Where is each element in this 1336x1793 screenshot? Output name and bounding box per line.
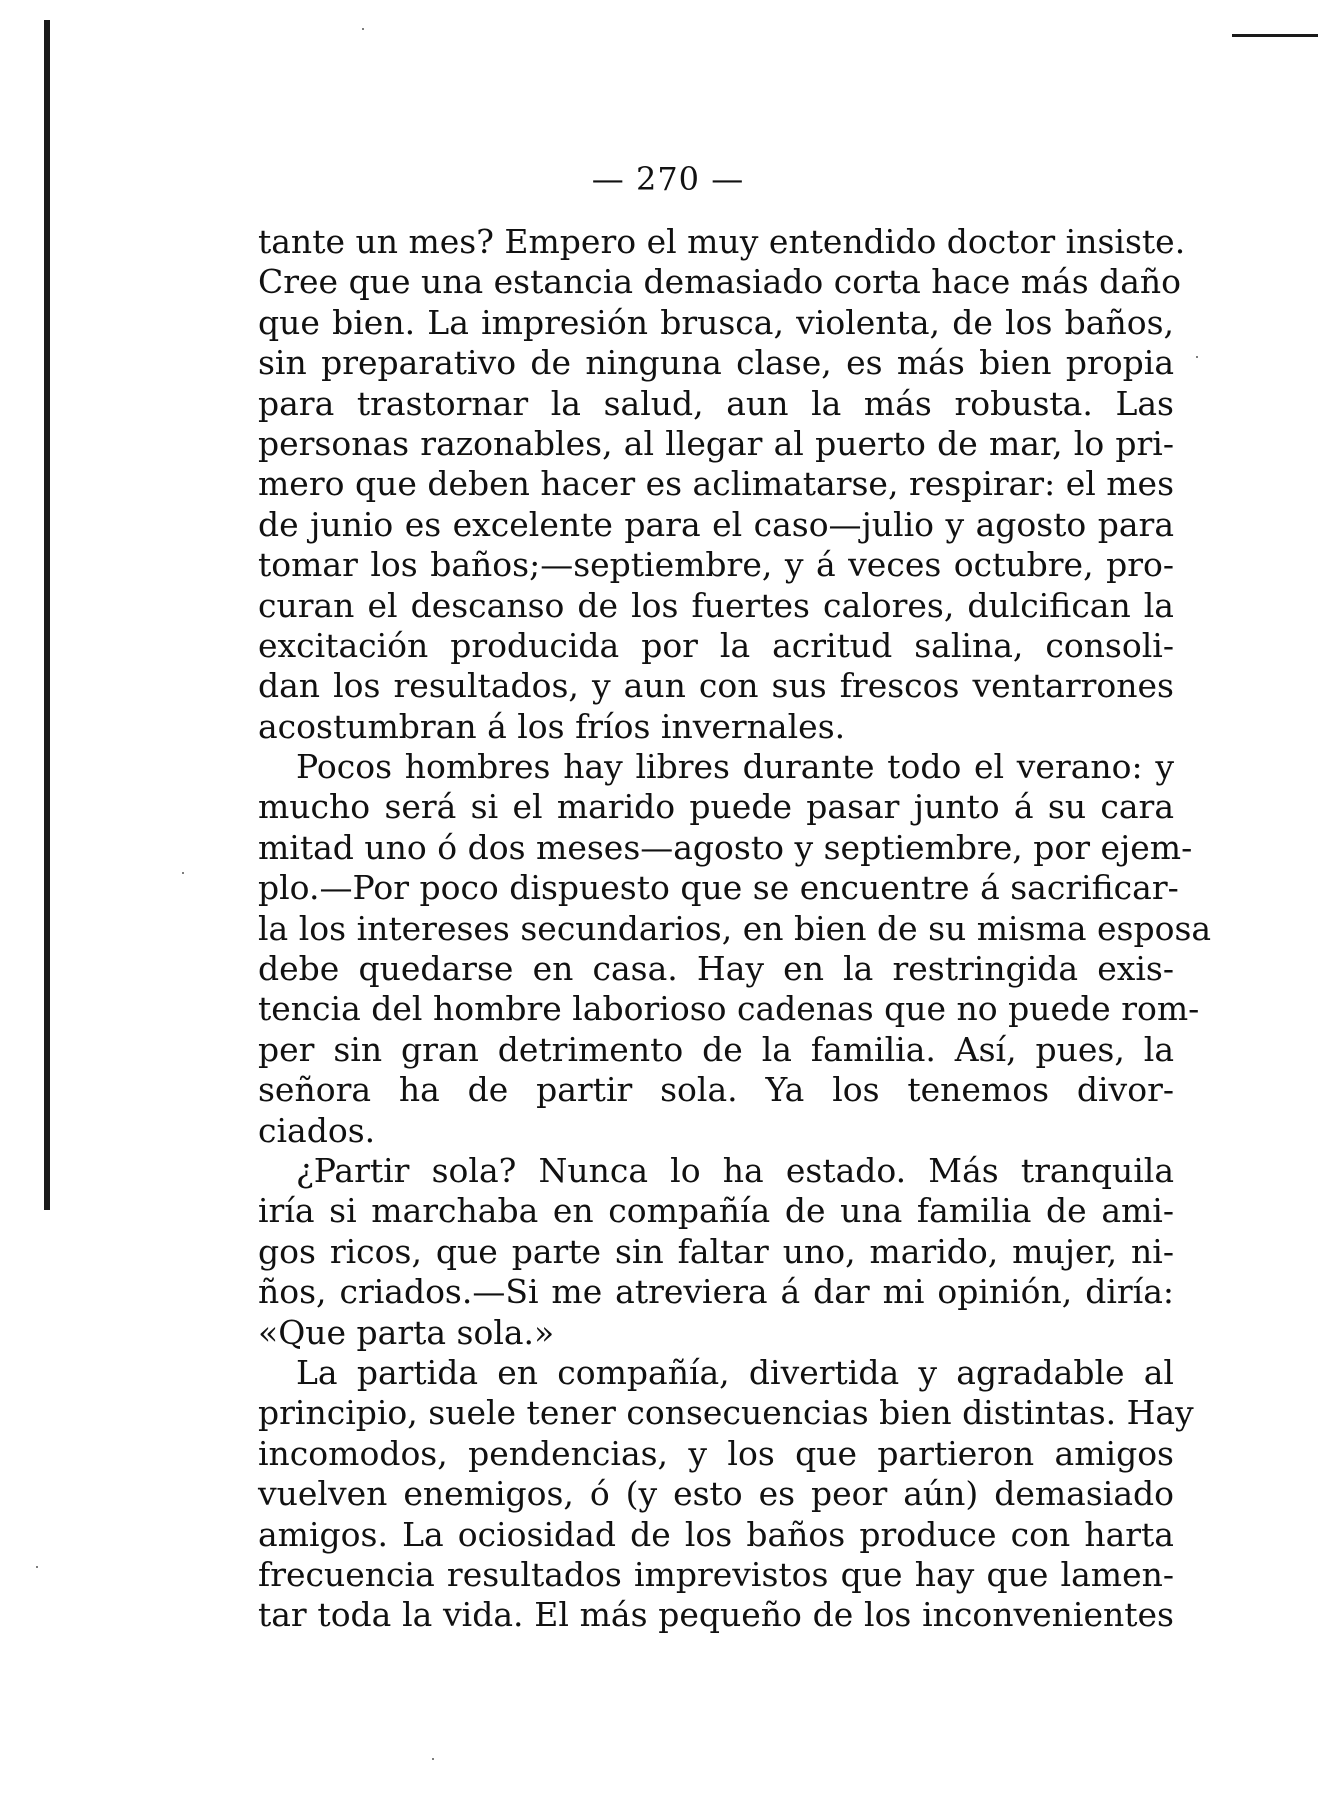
text-line: mucho será si el marido puede pasar junto á su cara <box>258 787 1174 827</box>
body-text <box>258 222 1212 1636</box>
text-line: La partida en compañía, divertida y agradable al <box>296 1352 1174 1392</box>
text-line: incomodos, pendencias, y los que partieron amigos <box>258 1433 1174 1473</box>
text-line: tante un mes? Empero el muy entendido doctor insiste. <box>258 222 1186 261</box>
scan-speck <box>182 872 184 874</box>
text-line: «Que parta sola.» <box>258 1312 555 1352</box>
scan-speck <box>362 28 364 30</box>
text-line: gos ricos, que parte sin faltar uno, marido, mujer, ni- <box>258 1231 1174 1271</box>
scan-speck <box>432 1758 434 1760</box>
text-line: ños, criados.—Si me atreviera á dar mi opinión, diría: <box>258 1272 1174 1312</box>
text-line: ¿Partir sola? Nunca lo ha estado. Más tranquila <box>296 1150 1174 1190</box>
text-line: acostumbran á los fríos invernales. <box>258 706 846 746</box>
text-line: mero que deben hacer es aclimatarse, respirar: el mes <box>258 464 1175 504</box>
text-line: principio, suele tener consecuencias bien distintas. Hay <box>258 1393 1194 1433</box>
text-line: sin preparativo de ninguna clase, es más bien propia <box>258 343 1174 383</box>
text-line: excitación producida por la acritud salina, consoli- <box>258 625 1174 665</box>
text-line: tar toda la vida. El más pequeño de los inconvenientes <box>258 1595 1174 1635</box>
text-line: plo.—Por poco dispuesto que se encuentre á sacrificar- <box>258 868 1179 908</box>
text-line: señora ha de partir sola. Ya los tenemos divor- <box>258 1070 1174 1110</box>
text-line: per sin gran detrimento de la familia. Así, pues, la <box>258 1029 1174 1069</box>
text-line: para trastornar la salud, aun la más robusta. Las <box>258 383 1174 423</box>
text-line: dan los resultados, y aun con sus frescos ventarrones <box>258 666 1174 706</box>
text-line: que bien. La impresión brusca, violenta, de los baños, <box>258 302 1174 342</box>
text-line: debe quedarse en casa. Hay en la restringida exis- <box>258 949 1174 989</box>
scan-speck <box>1196 356 1198 358</box>
text-line: iría si marchaba en compañía de una familia de ami- <box>258 1191 1174 1231</box>
text-line: vuelven enemigos, ó (y esto es peor aún) demasiado <box>258 1474 1174 1514</box>
text-line: Pocos hombres hay libres durante todo el verano: y <box>296 747 1174 787</box>
scan-corner-mark <box>1232 34 1318 37</box>
text-line: frecuencia resultados imprevistos que hay que lamen- <box>258 1554 1174 1594</box>
text-line: amigos. La ociosidad de los baños produce con harta <box>258 1514 1174 1554</box>
text-line: Cree que una estancia demasiado corta hace más daño <box>258 262 1182 302</box>
text-line: tomar los baños;—septiembre, y á veces octubre, pro- <box>258 545 1174 585</box>
text-line: tencia del hombre laborioso cadenas que no puede rom- <box>258 989 1200 1029</box>
text-line: la los intereses secundarios, en bien de su misma esposa <box>258 908 1212 948</box>
text-line: mitad uno ó dos meses—agosto y septiembre, por ejem- <box>258 827 1193 867</box>
text-line: personas razonables, al llegar al puerto de mar, lo pri- <box>258 423 1174 463</box>
text-line: de junio es excelente para el caso—julio y agosto para <box>258 504 1174 544</box>
text-line: ciados. <box>258 1110 376 1150</box>
scan-left-border <box>44 20 50 1210</box>
scan-speck <box>36 1566 38 1568</box>
page-number: — 270 — <box>591 160 745 198</box>
text-line: curan el descanso de los fuertes calores, dulcifican la <box>258 585 1174 625</box>
